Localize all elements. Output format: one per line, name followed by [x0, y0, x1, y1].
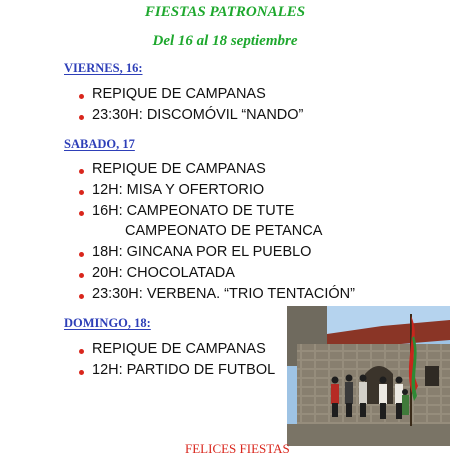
bullet-icon: [79, 190, 84, 195]
church-with-flag-photo: [287, 306, 450, 446]
item-text: REPIQUE DE CAMPANAS: [92, 161, 266, 177]
item-text: REPIQUE DE CAMPANAS: [92, 86, 266, 102]
bullet-icon: [79, 349, 84, 354]
list-item: [78, 362, 275, 383]
bullet-icon: [79, 370, 84, 375]
list-item: [78, 203, 355, 224]
item-text: 12H: MISA Y OFERTORIO: [92, 181, 265, 198]
bullet-icon: [79, 294, 84, 299]
bullet-icon: [79, 273, 84, 278]
day-heading-domingo: DOMINGO, 18:: [64, 316, 151, 330]
list-item: [78, 286, 355, 307]
item-text: 20H: CHOCOLATADA: [92, 264, 235, 281]
list-item: [78, 182, 355, 203]
item-text: 18H: GINCANA POR EL PUEBLO: [92, 244, 312, 261]
list-item: [78, 341, 275, 362]
day-list-sabado: [78, 161, 355, 307]
bullet-icon: [79, 211, 84, 216]
item-text: REPIQUE DE CAMPANAS: [92, 341, 266, 357]
list-item: [78, 265, 355, 286]
bullet-icon: [79, 252, 84, 257]
list-item-continuation: [78, 223, 355, 244]
item-text: 23:30H: DISCOMÓVIL “NANDO”: [92, 106, 304, 123]
item-text: CAMPEONATO DE PETANCA: [125, 223, 323, 240]
bullet-icon: [79, 94, 84, 99]
list-item: [78, 86, 303, 107]
list-item: [78, 161, 355, 182]
day-list-domingo: [78, 341, 275, 383]
item-text: 12H: PARTIDO DE FUTBOL: [92, 361, 276, 378]
day-list-viernes: [78, 86, 303, 128]
closing-text: FELICES FIESTAS: [185, 441, 290, 456]
day-heading-sabado: SABADO, 17: [64, 137, 135, 151]
list-item: [78, 107, 303, 128]
bullet-icon: [79, 115, 84, 120]
day-heading-viernes: VIERNES, 16:: [64, 61, 143, 75]
page-subtitle: Del 16 al 18 septiembre: [152, 33, 298, 49]
item-text: 16H: CAMPEONATO DE TUTE: [92, 202, 295, 219]
bullet-icon: [79, 169, 84, 174]
list-item: [78, 244, 355, 265]
page-title: FIESTAS PATRONALES: [144, 4, 306, 20]
item-text: 23:30H: VERBENA. “TRIO TENTACIÓN”: [92, 285, 355, 302]
